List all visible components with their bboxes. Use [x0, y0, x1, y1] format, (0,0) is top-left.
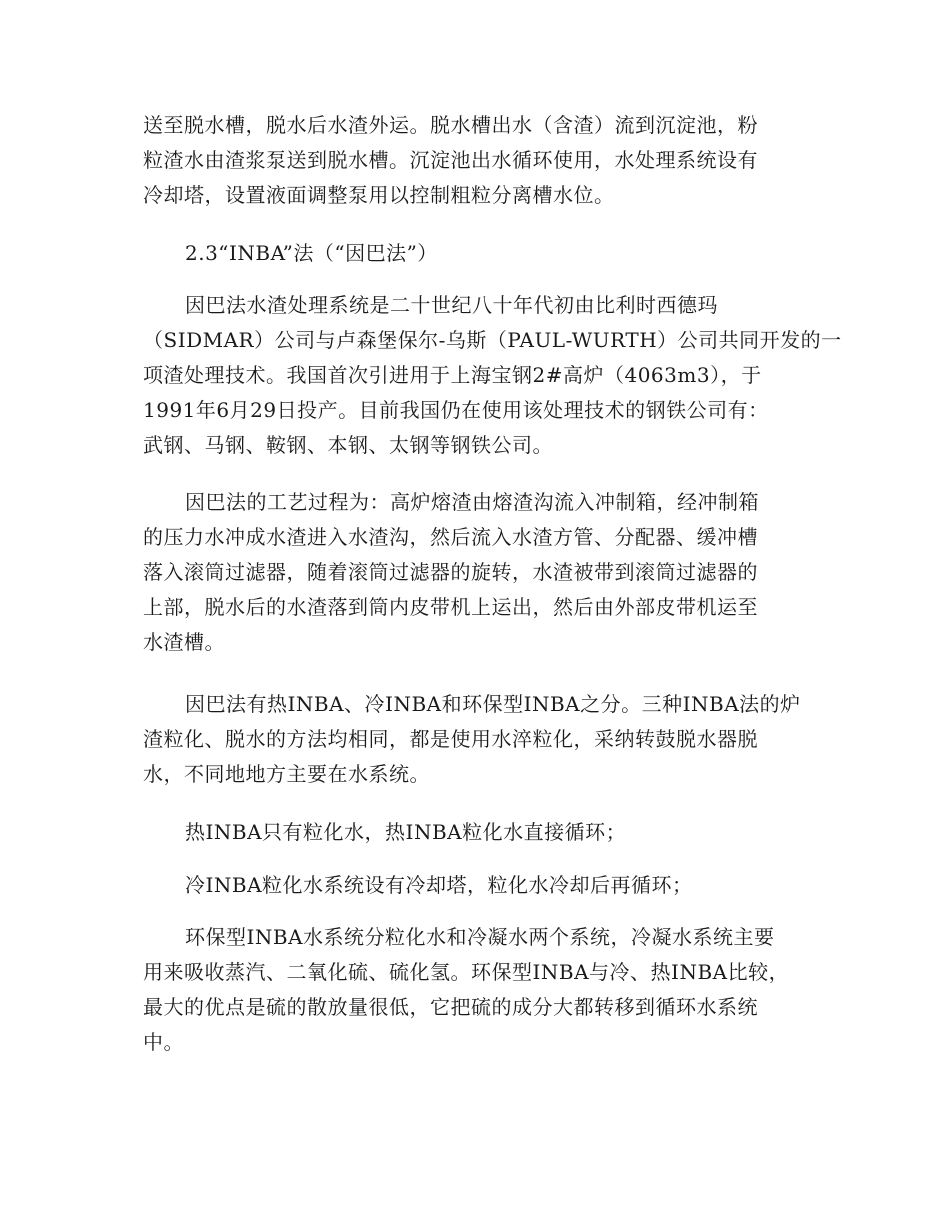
text-line: 武钢、马钢、鞍钢、本钢、太钢等钢铁公司。 [143, 433, 553, 457]
text-line: 水，不同地地方主要在水系统。 [143, 762, 430, 786]
text-line: 因巴法水渣处理系统是二十世纪八十年代初由比利时西德玛 [185, 293, 718, 317]
paragraph-inba-process [143, 485, 811, 660]
text-line: 送至脱水槽，脱水后水渣外运。脱水槽出水（含渣）流到沉淀池，粉 [143, 113, 758, 137]
paragraph-inba-origin [143, 288, 842, 463]
text-line: 最大的优点是硫的散放量很低，它把硫的成分大都转移到循环水系统 [143, 995, 758, 1019]
text-line: 落入滚筒过滤器，随着滚筒过滤器的旋转，水渣被带到滚筒过滤器的 [143, 560, 758, 584]
text-line: （SIDMAR）公司与卢森堡保尔-乌斯（PAUL-WURTH）公司共同开发的一 [143, 328, 842, 352]
text-line: 冷却塔，设置液面调整泵用以控制粗粒分离槽水位。 [143, 183, 615, 207]
text-line: 项渣处理技术。我国首次引进用于上海宝钢2#高炉（4063m3），于 [143, 363, 762, 387]
text-line: 环保型INBA水系统分粒化水和冷凝水两个系统，冷凝水系统主要 [185, 925, 775, 949]
paragraph-hot-inba [143, 815, 811, 850]
paragraph-eco-inba [143, 920, 811, 1060]
paragraph-inba-types [143, 687, 811, 792]
text-line: 热INBA只有粒化水，热INBA粒化水直接循环； [185, 820, 627, 844]
text-line: 粒渣水由渣浆泵送到脱水槽。沉淀池出水循环使用，水处理系统设有 [143, 148, 758, 172]
paragraph-continuation [143, 108, 811, 213]
paragraph-cold-inba [143, 868, 811, 903]
text-line: 1991年6月29日投产。目前我国仍在使用该处理技术的钢铁公司有： [143, 398, 769, 422]
text-line: 冷INBA粒化水系统设有冷却塔，粒化水冷却后再循环； [185, 873, 693, 897]
section-heading [143, 236, 811, 271]
text-line: 的压力水冲成水渣进入水渣沟，然后流入水渣方管、分配器、缓冲槽 [143, 525, 758, 549]
text-line: 因巴法有热INBA、冷INBA和环保型INBA之分。三种INBA法的炉 [185, 692, 801, 716]
heading-text: 2.3“INBA”法（“因巴法”） [185, 241, 438, 265]
text-line: 水渣槽。 [143, 630, 225, 654]
text-line: 因巴法的工艺过程为：高炉熔渣由熔渣沟流入冲制箱，经冲制箱 [185, 490, 759, 514]
text-line: 用来吸收蒸汽、二氧化硫、硫化氢。环保型INBA与冷、热INBA比较， [143, 960, 790, 984]
text-line: 渣粒化、脱水的方法均相同，都是使用水淬粒化，采纳转鼓脱水器脱 [143, 727, 758, 751]
text-line: 中。 [143, 1030, 184, 1054]
text-line: 上部，脱水后的水渣落到筒内皮带机上运出，然后由外部皮带机运至 [143, 595, 758, 619]
